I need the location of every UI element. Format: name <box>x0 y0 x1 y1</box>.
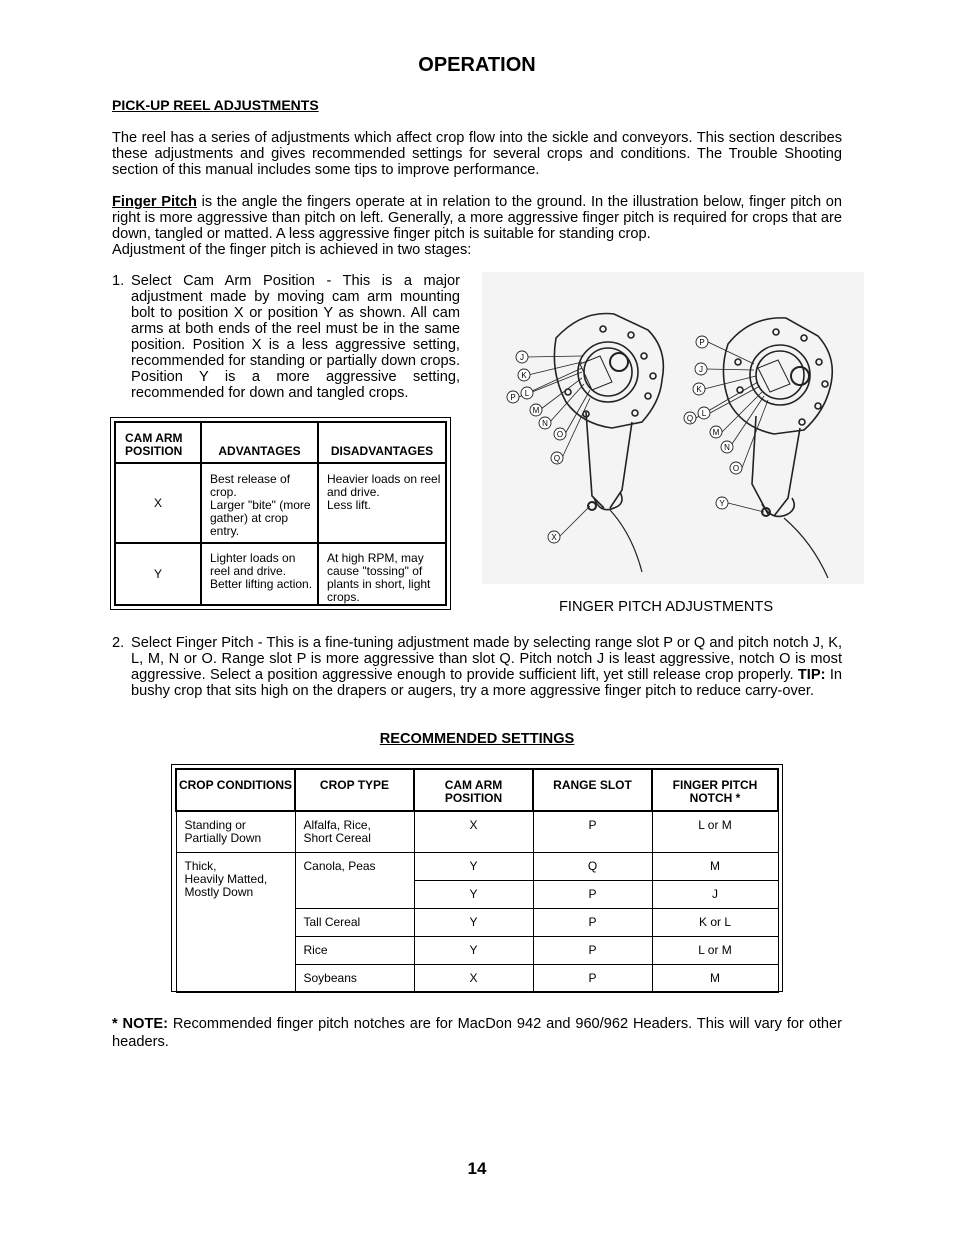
label-left-x: X <box>551 533 557 542</box>
settings-canola-slot-1: Q <box>533 852 652 880</box>
cam-arm-table-frame <box>110 417 451 610</box>
settings-row1-slot: P <box>533 811 652 852</box>
settings-soybeans-crop: Soybeans <box>295 964 414 992</box>
finger-pitch-text: is the angle the fingers operate at in relation to the ground. In the illustration below, finger pitch on right is more aggressive than pitch on left. Generally, a more aggressive finger pitch is required for crops that are down, tangled or matted. A less aggressive finger pitch is suitable for standing crop. <box>112 194 843 242</box>
intro-paragraph: The reel has a series of adjustments which affect crop flow into the sickle and conveyors. This section describes these adjustments and gives recommended settings for several crops and conditions. The Trouble Shooting section of this manual includes some tips to improve performance. <box>112 130 842 178</box>
settings-canola-cam-2: Y <box>414 880 533 908</box>
page-title: OPERATION <box>418 54 536 76</box>
step-1-text: Select Cam Arm Position - This is a major adjustment made by moving cam arm mounting bolt to position X or position Y as shown. All cam arms at both ends of the reel must be in the same position. Position X is a less aggressive setting, recommended for standing or partially down crops. Position Y is a more aggressive setting, recommended for down and tangled crops. <box>131 273 460 401</box>
settings-rice-notch: L or M <box>652 936 778 964</box>
cam-header-advantages: ADVANTAGES <box>201 422 318 463</box>
label-right-n: N <box>724 443 730 452</box>
settings-tall-cereal-cam: Y <box>414 908 533 936</box>
settings-canola-crop: Canola, Peas <box>295 852 414 908</box>
label-left-n: N <box>542 419 548 428</box>
label-right-q: Q <box>686 414 694 423</box>
figure-caption: FINGER PITCH ADJUSTMENTS <box>559 599 774 615</box>
section-heading: PICK-UP REEL ADJUSTMENTS <box>112 97 319 113</box>
settings-rice-slot: P <box>533 936 652 964</box>
settings-row1-notch: L or M <box>652 811 778 852</box>
settings-rice-cam: Y <box>414 936 533 964</box>
settings-header-range-slot: RANGE SLOT <box>533 769 652 811</box>
note-paragraph <box>112 1015 842 1051</box>
label-right-p: P <box>699 338 705 347</box>
step-2-text: Select Finger Pitch - This is a fine-tuning adjustment made by selecting range slot P or Q and pitch notch J, K, L, M, N or O. Range slot P is more aggressive than slot Q. Pitch notch J is least aggressive, notch O is most aggressive. Select a position aggressive enough to provide sufficient lift, yet still release crop properly. <box>131 635 842 683</box>
page-number: 14 <box>467 1159 487 1178</box>
settings-rice-crop: Rice <box>295 936 414 964</box>
settings-header-cam-arm: CAM ARM POSITION <box>414 769 533 811</box>
cam-row-y-disadvantages: At high RPM, may cause "tossing" of plants in short, light crops. <box>318 543 446 605</box>
tip-label: TIP: <box>797 667 826 683</box>
step-2-text-block <box>131 635 842 699</box>
settings-canola-notch-1: M <box>652 852 778 880</box>
settings-header-conditions: CROP CONDITIONS <box>176 769 295 811</box>
cam-header-disadvantages: DISADVANTAGES <box>318 422 446 463</box>
label-left-p: P <box>510 393 516 402</box>
settings-row1-cam: X <box>414 811 533 852</box>
cam-arm-table <box>114 421 447 606</box>
note-text: Recommended finger pitch notches are for MacDon 942 and 960/962 Headers. This will vary for other headers. <box>112 1016 842 1050</box>
label-left-j: J <box>520 353 524 362</box>
cam-header-position: CAM ARM POSITION <box>115 422 201 463</box>
cam-row-y-position: Y <box>115 543 201 605</box>
label-left-o: O <box>556 430 564 439</box>
label-left-m: M <box>532 406 540 415</box>
label-left-l: L <box>524 389 530 398</box>
cam-row-x-advantages: Best release of crop. Larger "bite" (more gather) at crop entry. <box>201 463 318 543</box>
label-right-j: J <box>699 365 703 374</box>
tip-text: In bushy crop that sits high on the drapers or augers, try a more aggressive finger pitch to reduce carry-over. <box>131 667 842 699</box>
recommended-settings-table-frame <box>171 764 783 992</box>
settings-row1-crop: Alfalfa, Rice, Short Cereal <box>295 811 414 852</box>
label-right-o: O <box>732 464 740 473</box>
settings-row1-condition: Standing or Partially Down <box>176 811 295 852</box>
finger-pitch-illustration <box>482 272 864 584</box>
settings-canola-notch-2: J <box>652 880 778 908</box>
label-right-y: Y <box>719 499 725 508</box>
label-right-m: M <box>712 428 720 437</box>
settings-canola-cam-1: Y <box>414 852 533 880</box>
settings-tall-cereal-slot: P <box>533 908 652 936</box>
finger-pitch-term: Finger Pitch <box>112 194 197 210</box>
settings-soybeans-slot: P <box>533 964 652 992</box>
step-1-number: 1. <box>112 273 125 289</box>
settings-tall-cereal-crop: Tall Cereal <box>295 908 414 936</box>
label-left-q: Q <box>553 454 561 463</box>
recommended-settings-table <box>175 768 779 993</box>
note-label: * NOTE: <box>112 1016 168 1032</box>
finger-pitch-paragraph <box>112 194 842 242</box>
label-left-k: K <box>521 371 527 380</box>
settings-canola-slot-2: P <box>533 880 652 908</box>
cam-row-x-disadvantages: Heavier loads on reel and drive. Less lift. <box>318 463 446 543</box>
label-right-k: K <box>696 385 702 394</box>
cam-row-y-advantages: Lighter loads on reel and drive. Better lifting action. <box>201 543 318 605</box>
settings-soybeans-notch: M <box>652 964 778 992</box>
settings-soybeans-cam: X <box>414 964 533 992</box>
settings-group2-condition: Thick, Heavily Matted, Mostly Down <box>176 852 295 992</box>
settings-header-finger-pitch: FINGER PITCH NOTCH * <box>652 769 778 811</box>
stages-text: Adjustment of the finger pitch is achieved in two stages: <box>112 242 472 258</box>
settings-header-crop-type: CROP TYPE <box>295 769 414 811</box>
settings-tall-cereal-notch: K or L <box>652 908 778 936</box>
label-right-l: L <box>701 409 707 418</box>
cam-row-x-position: X <box>115 463 201 543</box>
recommended-settings-heading: RECOMMENDED SETTINGS <box>379 731 575 747</box>
step-2-number: 2. <box>112 635 125 651</box>
